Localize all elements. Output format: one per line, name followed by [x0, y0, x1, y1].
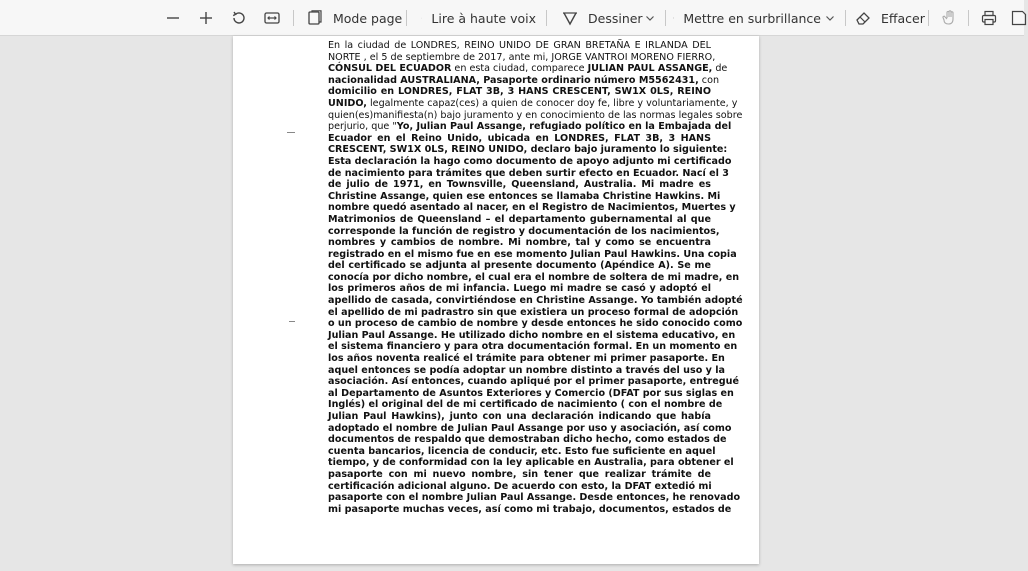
- text-run: quien(es)manifiesta(n) bajo juramento y en conocimiento de las normas legales sobre: [328, 109, 743, 121]
- document-line: [328, 179, 711, 191]
- text-run: Julian Paul Hawkins), junto con una declaración indicando que había: [328, 411, 711, 422]
- fit-width-button[interactable]: [261, 0, 283, 36]
- document-line: [328, 214, 711, 226]
- text-run: documentos de respaldo que demostraban dicho hecho, como estados de: [328, 434, 727, 446]
- draw-label: Dessiner: [588, 10, 643, 26]
- text-run: de julio de 1971, en Townsville, Queensland, Australia. Mi madre es: [328, 179, 711, 191]
- text-run: Yo, Julian Paul Assange, refugiado político en la Embajada del: [396, 121, 732, 133]
- plus-icon: [197, 9, 215, 27]
- toolbar-separator: [546, 10, 547, 26]
- text-run: NORTE , el 5 de septiembre de 2017, ante mi, JORGE VANTROI MORENO FIERRO,: [328, 51, 716, 63]
- text-run: tiempo, y de conformidad con la ley aplicable en Australia, para obtener el: [328, 457, 734, 469]
- text-run: UNIDO,: [328, 97, 367, 109]
- document-line: [328, 237, 711, 249]
- zoom-in-button[interactable]: [195, 0, 217, 36]
- text-run: o un proceso de cambio de nombre y desde entonces he sido conocido como: [328, 318, 743, 330]
- print-icon: [980, 9, 998, 27]
- text-run: al Departamento de Asuntos Exteriores y Comercio (DFAT por sus siglas en: [328, 387, 734, 399]
- svg-text:A: A: [421, 18, 422, 20]
- text-run: corresponde la función de registro y documentación de los nacimientos,: [328, 225, 720, 237]
- text-run: legalmente capaz(ces) a quien de conocer doy fe, libre y voluntariamente, y: [366, 97, 738, 109]
- document-line: [328, 97, 738, 110]
- text-run: registrado en el mismo fue en ese momento Julian Paul Hawkins. Una copia: [328, 248, 737, 260]
- document-line: [328, 283, 711, 295]
- draw-button[interactable]: [561, 0, 643, 36]
- document-line: [328, 40, 711, 52]
- text-run: CRESCENT, SW1X 0LS, REINO UNIDO, declaro bajo juramento lo siguiente:: [328, 144, 728, 156]
- text-run: Christine Assange, quien ese entonces se llamaba Christine Hawkins. Mi: [328, 190, 721, 202]
- document-line: [328, 121, 732, 133]
- document-line: [328, 295, 743, 307]
- text-run: asociación. Así entonces, cuando apliqué por el primer pasaporte, entregué: [328, 376, 739, 388]
- read-aloud-icon: [421, 9, 422, 27]
- text-run: nacionalidad AUSTRALIANA, Pasaporte ordinario número M5562431,: [328, 74, 699, 86]
- toolbar-separator: [968, 10, 969, 26]
- text-run: domicilio en LONDRES, FLAT 3B, 3 HANS CRESCENT, SW1X 0LS, REINO: [328, 86, 711, 98]
- document-line: [328, 364, 726, 377]
- erase-button[interactable]: [854, 0, 925, 36]
- toolbar-separator: [293, 10, 294, 26]
- text-run: el sistema financiero y para otra documentación formal. En un momento en: [328, 341, 738, 353]
- document-line: [328, 190, 721, 203]
- text-run: cuenta bancarios, licencia de conducir, etc. Esto fue suficiente en aquel: [328, 445, 716, 457]
- highlight-options-dropdown[interactable]: [823, 0, 837, 36]
- document-line: [328, 248, 737, 261]
- read-aloud-button[interactable]: [421, 0, 536, 36]
- document-line: [328, 109, 743, 122]
- text-run: JULIAN PAUL ASSANGE,: [587, 63, 713, 75]
- highlight-label: Mettre en surbrillance: [683, 10, 821, 26]
- document-line: [328, 225, 720, 238]
- text-run: los años noventa realicé el trámite para obtener mi primer pasaporte. En: [328, 353, 725, 365]
- document-line: [328, 329, 736, 342]
- text-run: mi pasaporte muchas veces, así como mi trabajo, documentos, estados de: [328, 503, 732, 515]
- text-run: de: [712, 63, 728, 75]
- toolbar-separator: [665, 10, 666, 26]
- eraser-icon: [854, 9, 872, 27]
- text-run: el apellido de mi padrastro sin que existiera un proceso formal de adopción: [328, 306, 739, 318]
- page-mode-label: Mode page: [333, 10, 403, 26]
- text-run: apellido de casada, convirtiéndose en Christine Assange. Yo también adopté: [328, 295, 743, 307]
- read-aloud-label: Lire à haute voix: [431, 10, 536, 26]
- draw-icon: [561, 9, 579, 27]
- text-run: Esta declaración la hago como documento de apoyo adjunto mi certificado: [328, 155, 732, 167]
- document-line: [328, 260, 711, 272]
- text-run: perjurio, que ": [328, 121, 397, 133]
- print-button[interactable]: [978, 0, 1000, 36]
- document-line: [328, 341, 738, 353]
- document-line: [328, 481, 711, 493]
- text-run: de nacimiento para trámites que deben surtir efecto en Ecuador. Nací el 3: [328, 167, 729, 179]
- text-run: CÓNSUL DEL ECUADOR: [328, 63, 452, 75]
- toolbar-separator: [406, 10, 407, 26]
- document-line: [328, 167, 729, 180]
- document-line: [328, 445, 716, 458]
- text-run: aquel entonces se podía adoptar un nombre distinto a través del uso y la: [328, 364, 726, 376]
- document-line: [328, 492, 741, 504]
- document-line: [328, 387, 734, 400]
- text-run: certificación adicional alguno. De acuerdo con esto, la DFAT extedió mi: [328, 480, 712, 492]
- text-run: en esta ciudad, comparece: [451, 63, 588, 75]
- document-text: [328, 40, 743, 515]
- highlighter-icon: [673, 9, 674, 27]
- pdf-page: [233, 36, 759, 564]
- document-line: [328, 202, 736, 214]
- toolbar-separator: [845, 10, 846, 26]
- document-line: [328, 353, 725, 365]
- document-line: [328, 133, 711, 145]
- document-line: [328, 63, 728, 75]
- document-line: [328, 376, 739, 388]
- page-mode-icon: [306, 9, 324, 27]
- text-run: Julian Paul Assange. He utilizado dicho nombre en el sistema educativo, en: [328, 329, 736, 341]
- save-button[interactable]: [1012, 0, 1026, 36]
- text-run: adoptado el nombre de Julian Paul Assange por uso y asociación, así como: [328, 422, 732, 434]
- document-viewer[interactable]: [0, 36, 1024, 571]
- text-run: pasaporte con mi nuevo nombre, sin tener que realizar trámite de: [328, 468, 711, 480]
- document-line: [328, 74, 720, 87]
- page-mode-button[interactable]: [306, 0, 403, 36]
- minus-icon: [164, 9, 182, 27]
- rotate-icon: [230, 9, 248, 27]
- text-run: nombre quedó asentado al nacer, en el Registro de Nacimientos, Muertes y: [328, 202, 736, 214]
- scan-mark: [287, 132, 295, 133]
- save-icon: [1010, 9, 1028, 27]
- zoom-out-button[interactable]: [162, 0, 184, 36]
- pdf-toolbar: [0, 0, 1024, 36]
- document-line: [328, 318, 743, 330]
- erase-label: Effacer: [881, 10, 925, 26]
- document-line: [328, 503, 732, 516]
- text-run: pasaporte con el nombre Julian Paul Assange. Desde entonces, he renovado: [328, 492, 741, 504]
- text-run: conocía por dicho nombre, el cual era el nombre de soltera de mi madre, en: [328, 271, 740, 283]
- fit-width-icon: [263, 9, 281, 27]
- text-run: Inglés) el original del de mi certificado de nacimiento ( con el nombre de: [328, 399, 723, 411]
- touch-writing-button[interactable]: [938, 0, 960, 36]
- document-line: [328, 469, 711, 481]
- chevron-down-icon: [825, 13, 835, 23]
- hand-icon: [940, 9, 958, 27]
- text-run: nombres y cambios de nombre. Mi nombre, tal y como se encuentra: [328, 237, 711, 249]
- document-line: [328, 399, 723, 411]
- document-line: [328, 457, 734, 469]
- toolbar-separator: [928, 10, 929, 26]
- text-run: del certificado se adjunta al presente documento (Apéndice A). Se me: [328, 260, 711, 272]
- document-line: [328, 422, 732, 435]
- highlight-button[interactable]: [673, 0, 821, 36]
- document-line: [328, 306, 739, 319]
- document-line: [328, 144, 728, 156]
- chevron-down-icon: [645, 13, 655, 23]
- text-run: Ecuador en el Reino Unido, ubicada en LONDRES, FLAT 3B, 3 HANS: [328, 132, 711, 144]
- text-run: Matrimonios de Queensland – el departamento gubernamental al que: [328, 213, 711, 225]
- text-run: los primeros años de mi infancia. Luego mi madre se casó y adoptó el: [328, 283, 711, 295]
- draw-options-dropdown[interactable]: [643, 0, 657, 36]
- document-line: [328, 271, 740, 284]
- rotate-button[interactable]: [228, 0, 250, 36]
- document-line: [328, 51, 716, 64]
- document-line: [328, 86, 711, 98]
- text-run: En la ciudad de LONDRES, REINO UNIDO DE GRAN BRETAÑA E IRLANDA DEL: [328, 40, 711, 51]
- document-line: [328, 434, 727, 446]
- scan-mark: [289, 321, 295, 322]
- document-line: [328, 155, 732, 168]
- text-run: con: [698, 74, 720, 86]
- document-line: [328, 411, 711, 423]
